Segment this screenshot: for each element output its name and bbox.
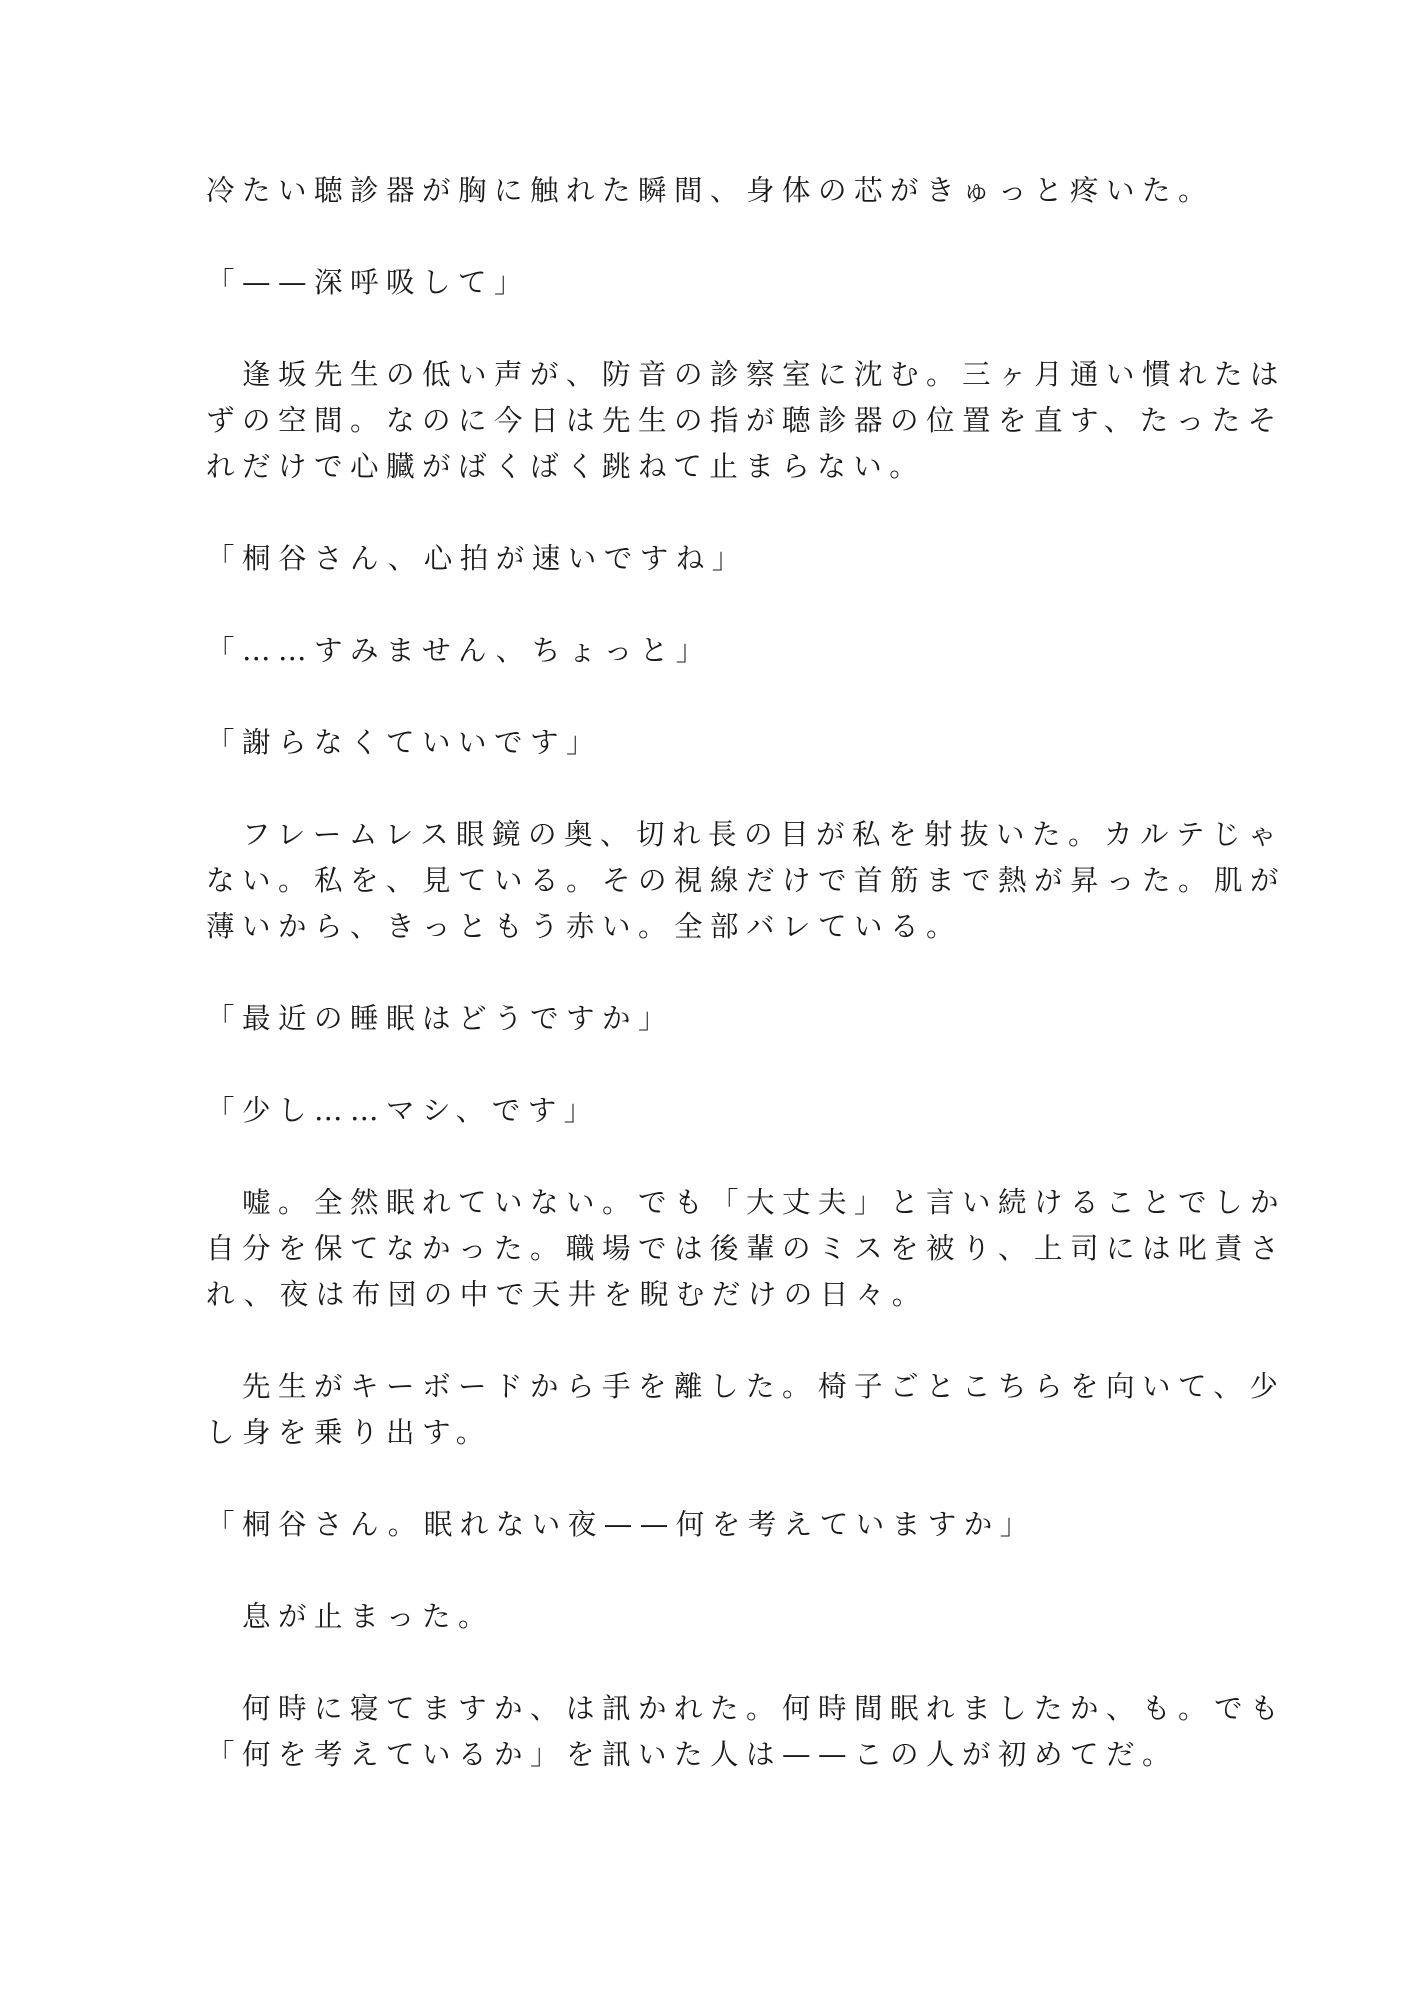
paragraph-12 <box>206 1502 1211 1548</box>
paragraph-2 <box>206 260 1211 306</box>
text-line: 息が止まった。 <box>206 1600 495 1633</box>
text-line: 何時に寝てますか、は訊かれた。何時間眠れましたか、も。でも <box>206 1692 1287 1725</box>
text-line: 「少し……マシ、です」 <box>206 1094 600 1127</box>
text-line: 「最近の睡眠はどうですか」 <box>206 1002 675 1035</box>
text-line: れ、夜は布団の中で天井を睨むだけの日々。 <box>206 1278 928 1311</box>
text-line: れだけで心臓がばくばく跳ねて止まらない。 <box>206 450 926 483</box>
text-line: し身を乗り出す。 <box>206 1416 492 1449</box>
text-line: ない。私を、見ている。その視線だけで首筋まで熱が昇った。肌が <box>206 864 1287 897</box>
text-line: 「——深呼吸して」 <box>206 266 531 299</box>
paragraph-7 <box>206 812 1287 950</box>
text-line: 「何を考えているか」を訊いた人は——この人が初めてだ。 <box>206 1738 1179 1771</box>
text-line: 自分を保てなかった。職場では後輩のミスを被り、上司には叱責さ <box>206 1232 1287 1265</box>
paragraph-11 <box>206 1364 1286 1456</box>
text-line: 冷たい聴診器が胸に触れた瞬間、身体の芯がきゅっと疼いた。 <box>206 174 1215 207</box>
paragraph-8 <box>206 996 1211 1042</box>
text-line: 「桐谷さん、心拍が速いですね」 <box>206 542 748 575</box>
text-line: フレームレス眼鏡の奥、切れ長の目が私を射抜いた。カルテじゃ <box>206 818 1285 851</box>
text-line: 「謝らなくていいです」 <box>206 726 603 759</box>
text-line: 先生がキーボードから手を離した。椅子ごとこちらを向いて、少 <box>206 1370 1286 1403</box>
text-line: 「桐谷さん。眠れない夜——何を考えていますか」 <box>206 1508 1036 1541</box>
paragraph-5 <box>206 628 1211 674</box>
paragraph-6 <box>206 720 1211 766</box>
paragraph-1 <box>206 168 1215 214</box>
paragraph-3 <box>206 352 1287 490</box>
paragraph-10 <box>206 1180 1287 1318</box>
paragraph-14 <box>206 1686 1287 1778</box>
paragraph-4 <box>206 536 1211 582</box>
paragraph-13 <box>206 1594 1211 1640</box>
text-line: 「……すみません、ちょっと」 <box>206 634 712 667</box>
text-line: 嘘。全然眠れていない。でも「大丈夫」と言い続けることでしか <box>206 1186 1287 1219</box>
text-line: 薄いから、きっともう赤い。全部バレている。 <box>206 910 963 943</box>
text-line: 逢坂先生の低い声が、防音の診察室に沈む。三ヶ月通い慣れたは <box>206 358 1287 391</box>
text-line: ずの空間。なのに今日は先生の指が聴診器の位置を直す、たったそ <box>206 404 1284 437</box>
paragraph-9 <box>206 1088 1211 1134</box>
